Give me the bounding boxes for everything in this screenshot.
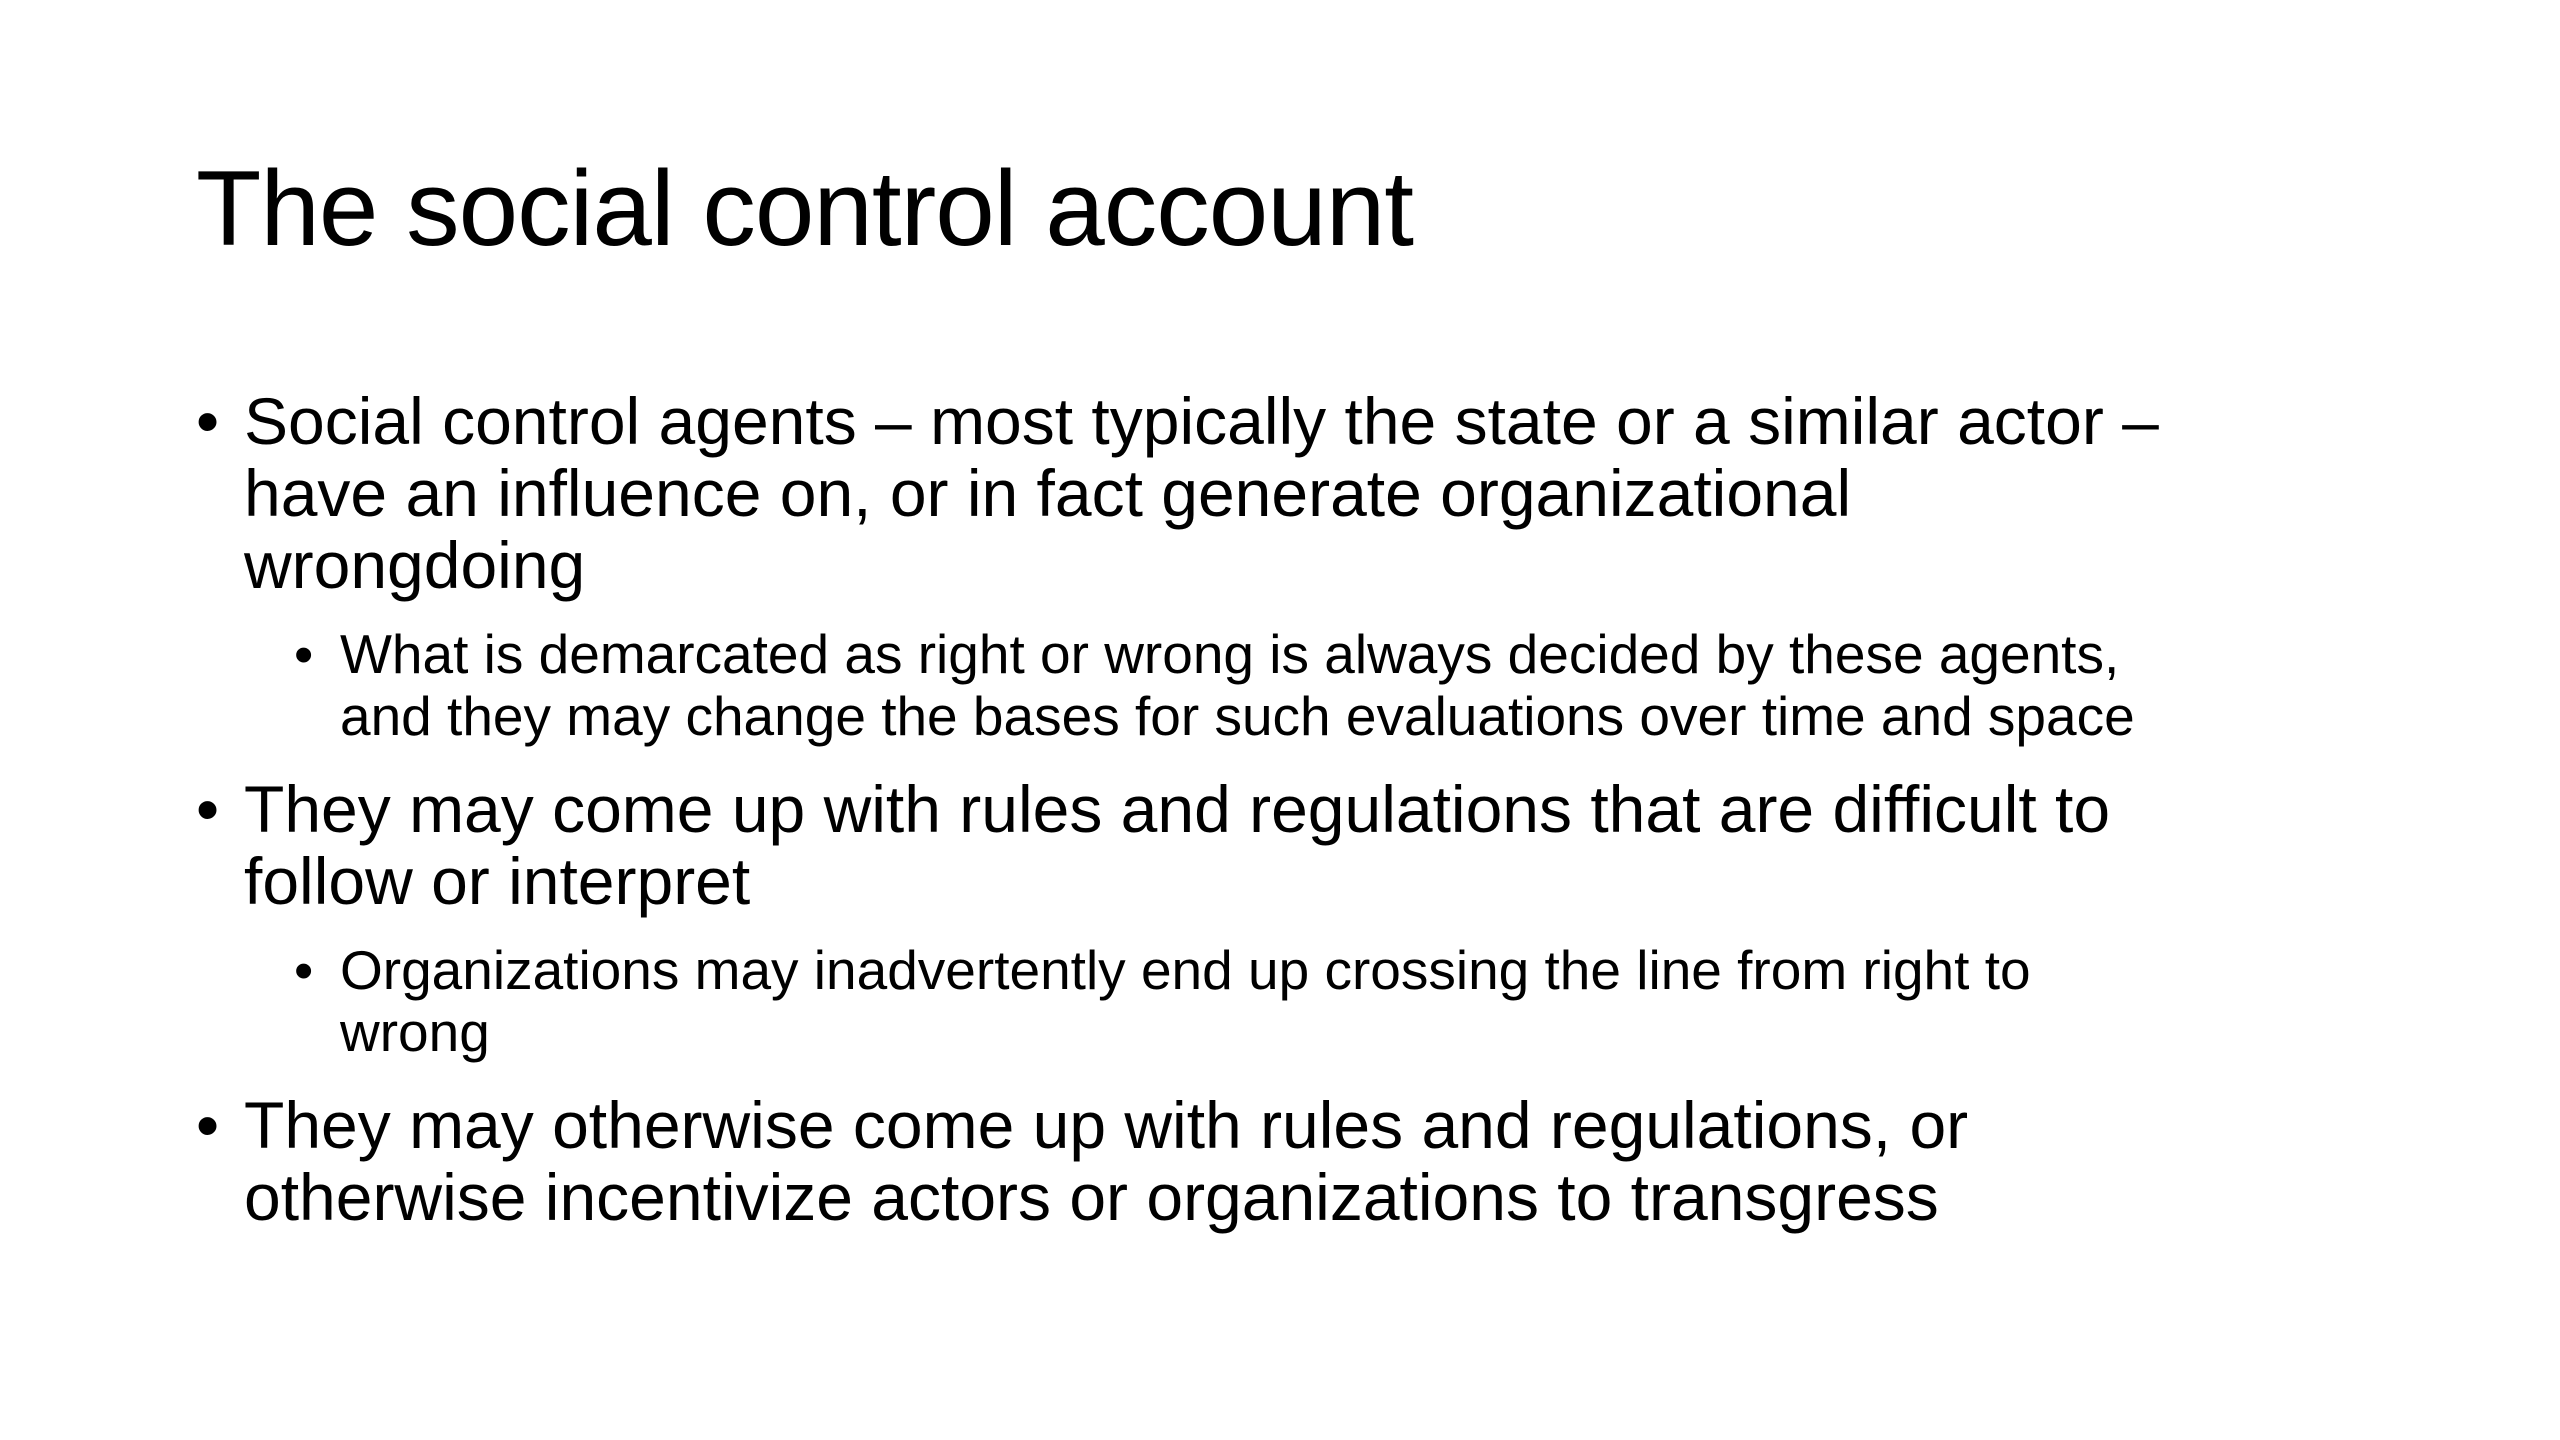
sub-bullet-text-line: • What is demarcated as right or wrong is always decided by these agents, [340, 623, 2120, 685]
bullet-text-line: wrongdoing [244, 528, 586, 602]
sub-bullet-text-line: wrong [340, 1001, 490, 1063]
bullet-text-line: otherwise incentivize actors or organizations to transgress [244, 1160, 1939, 1234]
bullet-point [196, 385, 2436, 601]
bullet-text-line: • They may come up with rules and regulations that are difficult to [244, 772, 2111, 846]
bullet-text-line: • They may otherwise come up with rules and regulations, or [244, 1088, 1969, 1162]
bullet-list [196, 385, 2436, 1255]
sub-bullet-point [294, 623, 2436, 747]
sub-bullet-point [294, 939, 2436, 1063]
bullet-point [196, 773, 2436, 917]
slide-title: The social control account [196, 148, 1414, 268]
sub-bullet-text-line: and they may change the bases for such evaluations over time and space [340, 685, 2135, 747]
bullet-point [196, 1089, 2436, 1233]
bullet-text-line: follow or interpret [244, 844, 751, 918]
bullet-text-line: have an influence on, or in fact generate organizational [244, 456, 1852, 530]
bullet-text-line: • Social control agents – most typically the state or a similar actor – [244, 384, 2159, 458]
sub-bullet-text-line: • Organizations may inadvertently end up crossing the line from right to [340, 939, 2031, 1001]
